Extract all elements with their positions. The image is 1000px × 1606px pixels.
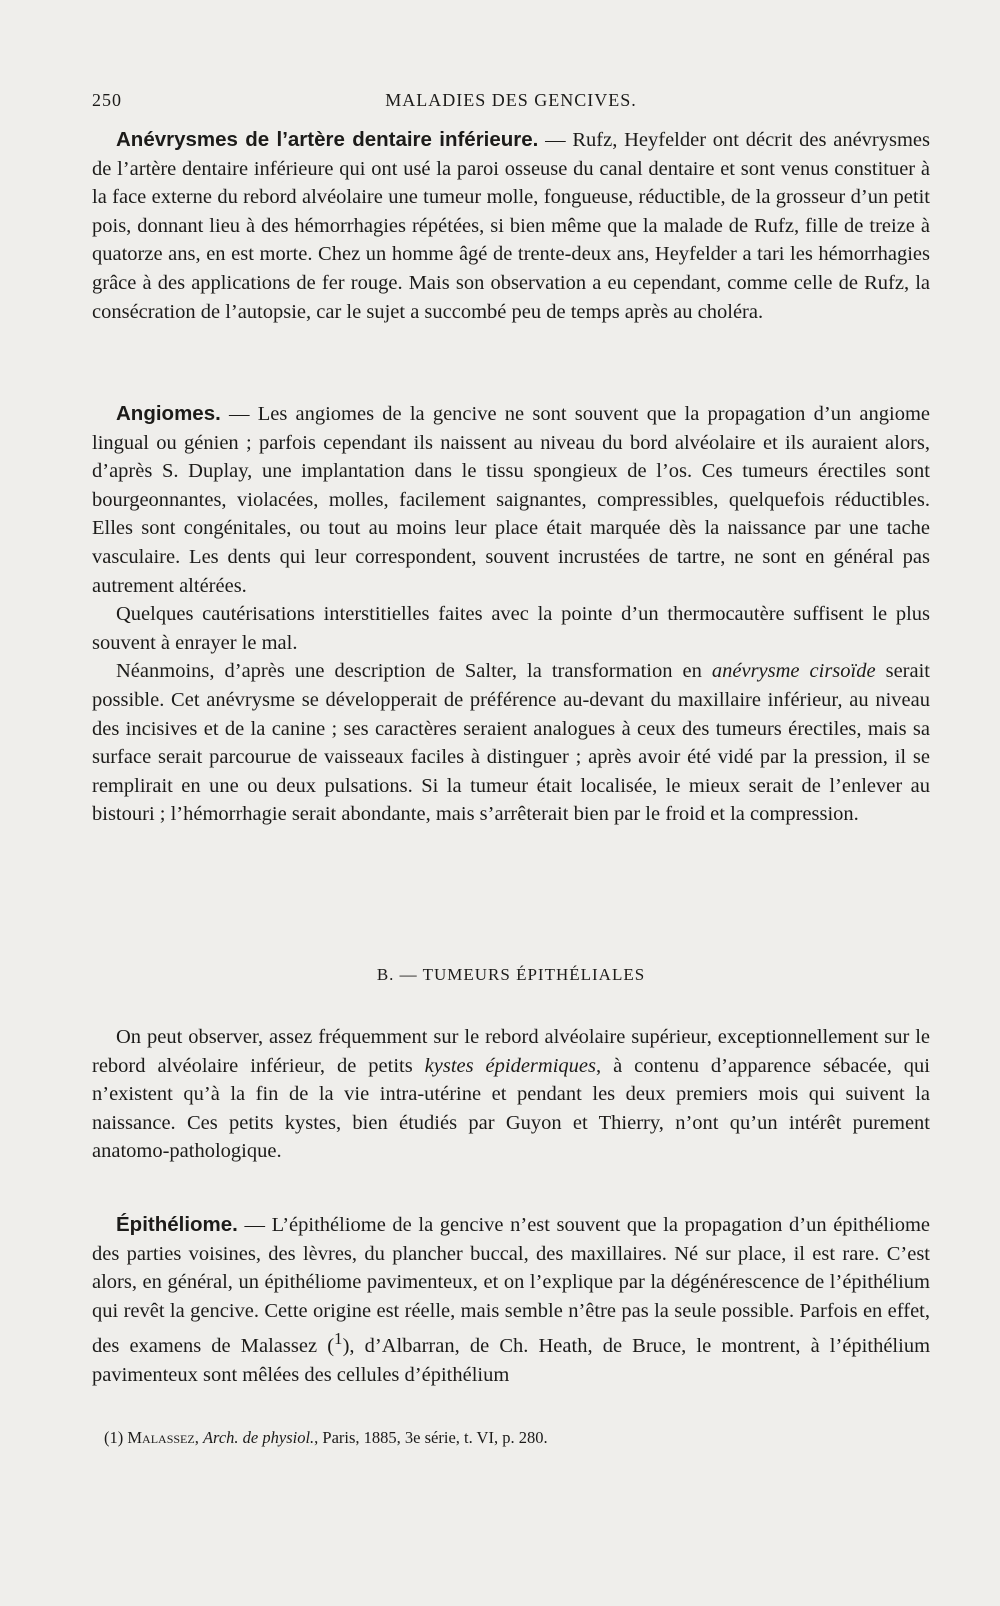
- paragraphs-angiomes: [92, 400, 930, 829]
- italic-term: anévrysme cirsoïde: [711, 660, 876, 683]
- paragraph: [92, 1023, 930, 1166]
- body-text: , à contenu d’apparence sébacée, qui n’existent qu’à la fin de la vie intra-utérine et pendant les deux premiers mois qui suivent la naissance. Ces petits kystes, bien étudiés par Guyon et Thierry, n’ont qu’un intérêt purement anatomo-pathologique.: [92, 1054, 931, 1163]
- italic-term: kystes épidermiques: [424, 1054, 596, 1077]
- footnote-separator: ,: [194, 1428, 203, 1447]
- paragraph: [92, 657, 930, 829]
- paragraph: [92, 400, 930, 600]
- body-text: ), d’Albarran, de Ch. Heath, de Bruce, le montrent, à l’épithélium pavimenteux sont mêlées des cellules d’épithélium: [92, 1335, 931, 1386]
- footnote-journal: Arch. de physiol.: [202, 1428, 315, 1447]
- paragraph-epitheliome: [92, 1211, 930, 1389]
- footnote-author: Malassez: [127, 1428, 195, 1447]
- header-title: MALADIES DES GENCIVES.: [385, 90, 637, 110]
- running-head: [92, 90, 930, 114]
- lead-heading-epitheliome: Épithéliome.: [116, 1213, 238, 1236]
- footnote: [104, 1428, 904, 1448]
- paragraph: [92, 126, 930, 326]
- footnote-ref: 1: [334, 1329, 343, 1349]
- body-text: On peut observer, assez fréquemment sur le rebord alvéolaire supérieur, exceptionnellement sur le rebord alvéolaire inférieur, de petits: [92, 1026, 930, 1077]
- section-heading: B. — TUMEURS ÉPITHÉLIALES: [376, 965, 646, 984]
- footnote-details: , Paris, 1885, 3e série, t. VI, p. 280.: [314, 1428, 548, 1447]
- lead-heading-anevrysmes: Anévrysmes de l’artère dentaire inférieure.: [116, 128, 539, 151]
- paragraph-anevrysmes: [92, 126, 930, 326]
- page-number: 250: [92, 90, 122, 110]
- footnote-marker: (1): [104, 1428, 124, 1447]
- paragraph-kystes: [92, 1023, 930, 1166]
- body-text: — Les angiomes de la gencive ne sont souvent que la propagation d’un angiome lingual ou génien ; parfois cependant ils naissent au niveau du bord alvéolaire et ils auraient alors, d’après S. Duplay, une implantation dans le tissu spongieux de l’os. Ces tumeurs érectiles sont bourgeonnantes, violacées, molles, facilement saignantes, compressibles, quelquefois réductibles. Elles sont congénitales, ou tout au moins leur place était marquée dès la naissance par une tache vasculaire. Les dents qui leur correspondent, souvent incrustées de tartre, ne sont en général pas autrement altérées.: [92, 403, 930, 597]
- body-text: serait possible. Cet anévrysme se développerait de préférence au-devant du maxillaire inférieur, au niveau des incisives et de la canine ; ses caractères seraient analogues à ceux des tumeurs érectiles, mais sa surface serait parcourue de vaisseaux faciles à distinguer ; après avoir été vidé par la pression, il se remplirait en une ou deux pulsations. Si la tumeur était localisée, le mieux serait de l’enlever au bistouri ; l’hémorrhagie serait abondante, mais s’arrêterait bien par le froid et la compression.: [92, 660, 930, 826]
- body-text: Néanmoins, d’après une description de Salter, la transformation en: [116, 660, 712, 683]
- body-text: — L’épithéliome de la gencive n’est souvent que la propagation d’un épithéliome des parties voisines, des lèvres, du plancher buccal, des maxillaires. Né sur place, il est rare. C’est alors, en général, un épithéliome pavimenteux, et on l’explique par la dégénérescence de l’épithélium qui revêt la gencive. Cette origine est réelle, mais semble n’être pas la seule possible. Parfois en effet, des examens de Malassez (: [92, 1214, 930, 1358]
- body-text: — Rufz, Heyfelder ont décrit des anévrysmes de l’artère dentaire inférieure qui ont usé la paroi osseuse du canal dentaire et sont venus constituer à la face externe du rebord alvéolaire une tumeur molle, fongueuse, réductible, de la grosseur d’un petit pois, donnant lieu à des hémorrhagies répétées, si bien même que la malade de Rufz, fille de treize à quatorze ans, en est morte. Chez un homme âgé de trente-deux ans, Heyfelder a tari les hémorrhagies grâce à des applications de fer rouge. Mais son observation a eu cependant, comme celle de Rufz, la consécration de l’autopsie, car le sujet a succombé peu de temps après au choléra.: [92, 129, 930, 323]
- paragraph: [92, 1211, 930, 1389]
- paragraph: Quelques cautérisations interstitielles faites avec la pointe d’un thermocautère suffisent le plus souvent à enrayer le mal.: [92, 603, 930, 654]
- lead-heading-angiomes: Angiomes.: [116, 402, 221, 425]
